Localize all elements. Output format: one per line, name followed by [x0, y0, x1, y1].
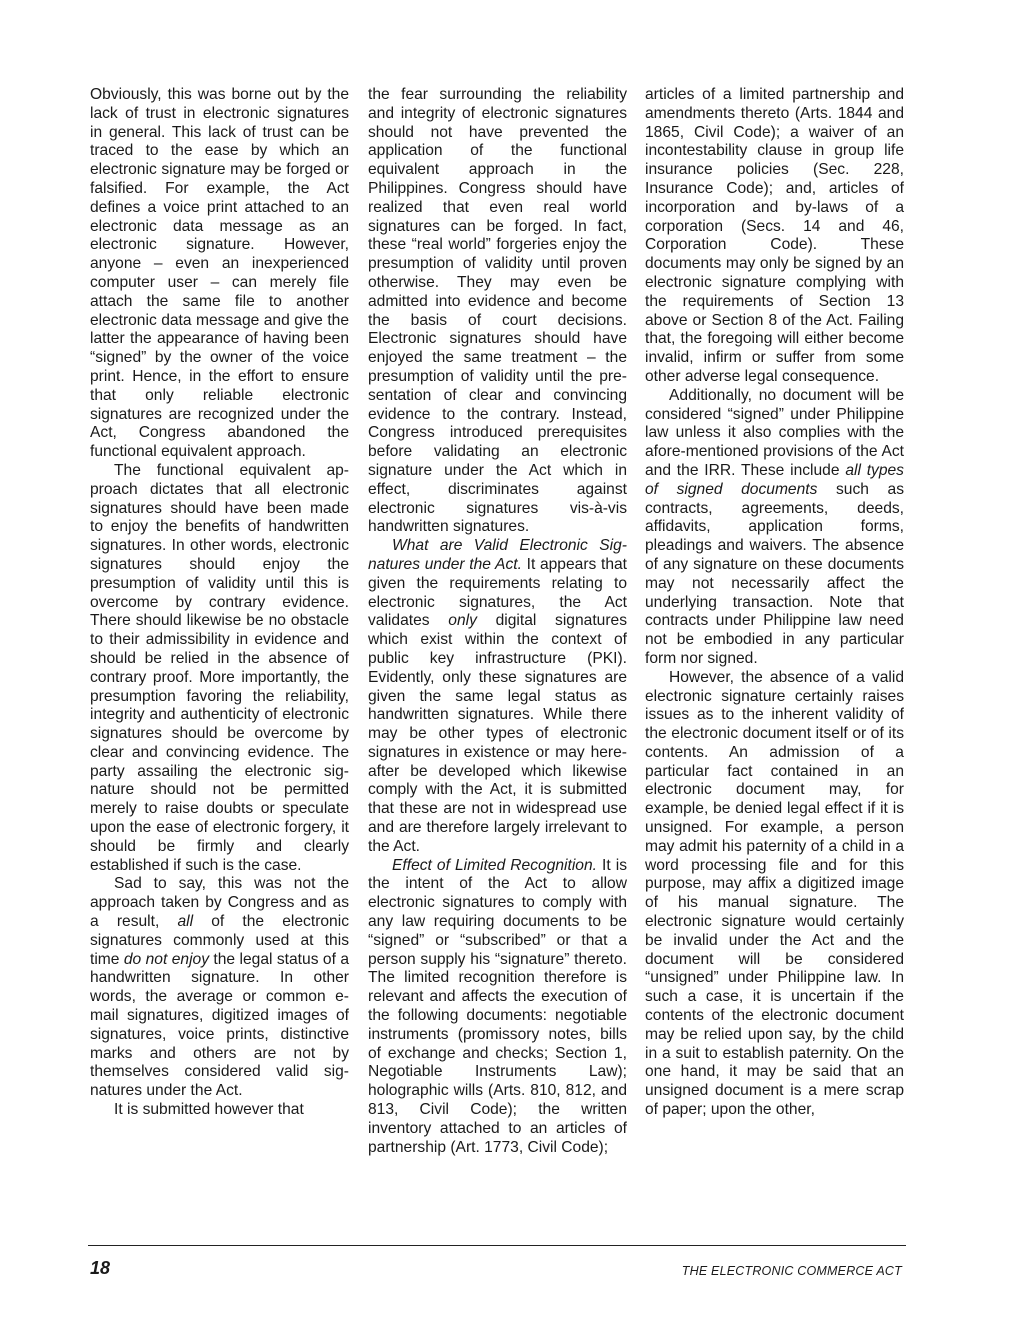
paragraph [90, 875, 349, 1101]
text-column-2 [368, 86, 627, 1157]
italic-text: all types of signed documents [645, 461, 904, 498]
text-run: digital signatures which exist within the context of public key infrastructure (PKI). Evidently, only these signatures are given the same legal status as handwritten signatures. While there may be other types of electronic signatures in existence or may hereafter be developed which likewise comply with the Act, it is submitted that these are not in widespread use and are therefore largely irrelevant to the Act. [368, 612, 627, 855]
italic-text: Effect of Limited Recognition. [392, 856, 597, 874]
paragraph [368, 857, 627, 1158]
paragraph [90, 462, 349, 876]
text-run: articles of a limited partnership and amendments thereto (Arts. 1844 and 1865, Civil Code); a waiver of an incontestability clause in group life insurance policies (Sec. 228, Insurance Code); and, articles of incorporation and by-laws of a corporation (Secs. 14 and 46, Corporation Code). These documents may only be signed by an electronic signature complying with the requirements of Section 13 above or Section 8 of the Act. Failing that, the foregoing will either become invalid, infirm or suffer from some other adverse legal consequence. [645, 86, 904, 385]
text-run: Obviously, this was borne out by the lack of trust in electronic signatures in general. This lack of trust can be traced to the ease by which an electronic signature may be forged or falsified. For example, the Act defines a voice print attached to an electronic data message as an electronic signature. However, anyone – even an inexperienced computer user – can merely file attach the same file to another electronic data message and give the latter the appearance of having been “signed” by the owner of the voice print. Hence, in the effort to ensure that only reliable electronic signatures are recognized under the Act, Congress abandoned the functional equivalent approach. [90, 86, 349, 461]
paragraph [645, 86, 904, 387]
paragraph [368, 537, 627, 857]
paragraph [90, 86, 349, 462]
text-run: such as contracts, agreements, deeds, affidavits, application forms, pleadings and waivers. The absence of any signature on these documents may not necessarily affect the underlying transaction. Note that contracts under Philippine law need not be embodied in any particular form nor signed. [645, 480, 905, 667]
italic-text: only [448, 612, 477, 630]
running-title: THE ELECTRONIC COMMERCE ACT [681, 1264, 902, 1278]
text-run: Additionally, no document will be considered “signed” under Philippine law unless it also complies with the afore-mentioned provisions of the Act and the IRR. These include [645, 386, 904, 479]
text-run: It appears that given the requirements relating to electronic signatures, the Act validates [368, 555, 628, 630]
italic-text: do not enjoy [123, 950, 210, 968]
text-column-3 [645, 86, 904, 1120]
paragraph [368, 86, 627, 537]
italic-text: What are Valid Electronic Signatures under the Act. [368, 537, 627, 573]
text-run: It is submitted however that [114, 1101, 304, 1119]
paragraph [645, 669, 904, 1120]
page-number: 18 [90, 1258, 111, 1278]
text-run: However, the absence of a valid electronic signature certainly raises issues as to the inherent validity of the electronic document itself or of its contents. An admission of a particular fact contained in an electronic document may, for example, be denied legal effect if it is unsigned. For example, a person may admit his paternity of a child in a word processing file and for this purpose, may affix a digitized image of his manual signature. The electronic signature would certainly be invalid under the Act and the document will be considered “unsigned” under Philippine law. In such a case, it is uncertain if the contents of the electronic document may be relied upon say, by the child in a suit to establish paternity. On the one hand, it may be said that an unsigned document is a mere scrap of paper; upon the other, [645, 668, 904, 1119]
text-run: the fear surrounding the reliability and integrity of electronic signatures should not have prevented the application of the functional equivalent approach in the Philippines. Congress should have realized that even real world signatures can be forged. In fact, these “real world” forgeries enjoy the presumption of validity until proven otherwise. They may even be admitted into evidence and become the basis of court decisions. Electronic signatures should have enjoyed the same treatment – the presumption of validity until the presentation of clear and convincing evidence to the contrary. Instead, Congress introduced prerequisites before validating an electronic signature under the Act which in effect, discriminates against electronic signatures vis-à-vis handwritten signatures. [368, 86, 627, 536]
text-run: The functional equivalent approach dictates that all electronic signatures should have been made to enjoy the benefits of handwritten signatures. In other words, electronic signatures should enjoy the presumption of validity until this is overcome by contrary evidence. There should likewise be no obstacle to their admissibility in evidence and should be relied in the absence of contrary proof. More importantly, the presumption favoring the reliability, integrity and authenticity of electronic signatures should be overcome by clear and convincing evidence. The party assailing the electronic signature should not be permitted merely to raise doubts or speculate upon the ease of electronic forgery, it should be firmly and clearly established if such is the case. [90, 461, 349, 874]
text-run: the legal status of a handwritten signature. In other words, the average or common e-mail signatures, digitized images of signatures, voice prints, distinctive marks and others are not by themselves considered valid signatures under the Act. [90, 950, 349, 1100]
paragraph [90, 1101, 349, 1120]
italic-text: all [177, 913, 194, 931]
text-run: Sad to say, this was not the approach taken by Congress and as a result, [90, 875, 349, 931]
text-run: of the electronic signatures commonly used at this time [90, 913, 349, 968]
text-column-1 [90, 86, 349, 1120]
paragraph [645, 387, 904, 669]
footer-rule [88, 1245, 906, 1246]
text-run: It is the intent of the Act to allow electronic signatures to comply with any law requiring documents to be “signed” or “subscribed” or that a person supply his “signature” thereto. The limited recognition therefore is relevant and affects the execution of the following documents: negotiable instruments (promissory notes, bills of exchange and checks; Section 1, Negotiable Instruments Law); holographic wills (Arts. 810, 812, and 813, Civil Code); the written inventory attached to an articles of partnership (Art. 1773, Civil Code); [368, 856, 628, 1156]
